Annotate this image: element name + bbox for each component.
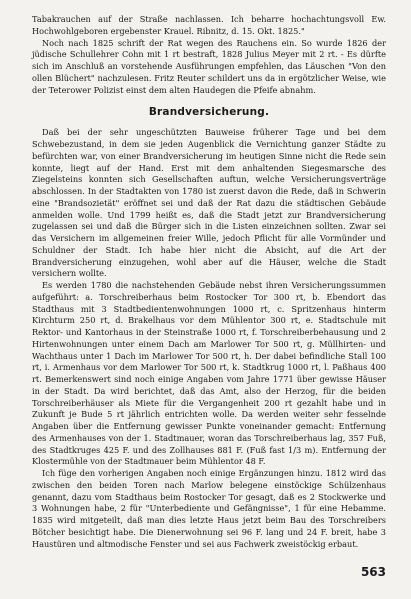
paragraph-additions: Ich füge den vorherigen Angaben noch einige Ergänzungen hinzu. 1812 wird das zwischen den beiden Toren nach Marlow belegene einstöckige Schülzenhaus genannt, dazu vom Stadthaus beim Rostocker Tor gesagt, daß es 2 Stockwerke und 3 Wohnungen habe, 2 für "Unterbediente und Gefängnisse", 1 für eine Hebamme. 1835 wird mitgeteilt, daß man dies letzte Haus jetzt beim Bau des Torschreibers Bötcher besichtigt habe. Die Dienerwohnung sei 96 F. lang und 24 F. breit, habe 3 Haustüren und altmodische Fenster und sei aus Fachwerk zweistöckig erbaut.: [32, 468, 386, 549]
paragraph-building-list: Es werden 1780 die nachstehenden Gebäude nebst ihren Versicherungssummen aufgeführt: a. Torschreiberhaus beim Rostocker Tor 300 rt, b. Ebendort das Stadthaus mit 3 Stadtbedientenwohnungen 1000 rt, c. Spritzenhaus hinterm Kirchturm 250 rt, d. Brakelhaus vor dem Mühlentor 300 rt, e. Stadtschule mit Rektor- und Kantorhaus in der Steinstraße 1000 rt, f. Torschreiberbehausung und 2 Hirtenwohnungen unter einem Dach am Marlower Tor 500 rt, g. Müllhirten- und Wachthaus unter 1 Dach im Marlower Tor 500 rt, h. Der dabei befindliche Stall 100 rt, i. Armenhaus vor dem Marlower Tor 500 rt, k. Stadtkrug 1000 rt, l. Paßhaus 400 rt. Bemerkenswert sind noch einige Angaben vom Jahre 1771 über gewisse Häuser in der Stadt. Da wird berichtet, daß das Amt, also der Herzog, für die beiden Torschreiberhäuser als Miete für die Vergangenheit 200 rt gezahlt habe und in Zukunft je Bude 5 rt jährlich entrichten wolle. Da werden weiter sehr fesselnde Angaben über die Entfernung gewisser Punkte voneinander gemacht: Entfernung des Armenhauses von der 1. Stadtmauer, woran das Torschreiberhaus lag, 357 Fuß, des Stadtkruges 425 F. und des Zollhauses 881 F. (Fuß fast 1/3 m). Entfernung der Klostermühle von der Stadtmauer beim Mühlentor 48 F.: [32, 280, 386, 467]
intro-text-block: [32, 14, 386, 96]
paragraph-smoking-penalties: Noch nach 1825 schrift der Rat wegen des Rauchens ein. So wurde 1826 der jüdische Schullehrer Cohn mit 1 rt bestraft, 1828 Julius Meyer mit 2 rt. - Es dürfte sich im Anschluß an vorstehende Ausführungen empfehlen, das Läuschen "Von den ollen Blüchert" nachzulesen. Fritz Reuter schildert uns da in ergötzlicher Weise, wie der Teterower Polizist einst dem alten Haudegen die Pfeife abnahm.: [32, 37, 386, 95]
paragraph-letter-closing: Tabakrauchen auf der Straße nachlassen. Ich beharre hochachtungsvoll Ew. Hochwohlgeboren ergebenster Krauel. Ribnitz, d. 15. Okt. 1825.": [32, 14, 386, 36]
page-number: 563: [360, 565, 386, 579]
section-heading: Brandversicherung.: [148, 106, 270, 119]
paragraph-fire-insurance-intro: Daß bei der sehr ungeschützten Bauweise früherer Tage und bei dem Schwebezustand, in dem sie jeden Augenblick die Vernichtung ganzer Städte zu befürchten war, von einer Brandversicherung im heutigen Sinne nicht die Rede sein konnte, liegt auf der Hand. Erst mit dem anhaltenden Siegesmarsche des Ziegelsteins konnten sich Gesellschaften auftun, welche Versicherungsverträge abschlossen. In der Stadtakten von 1780 ist zuerst davon die Rede, daß in Schwerin eine "Brandsozietät" eröffnet sei und daß der Rat dazu die städtischen Gebäude anmelden wolle. Und 1799 heißt es, daß die Stadt jetzt zur Brandversicherung zugelassen sei und daß die Bürger sich in die Listen einzeichnen sollten. Zwar sei das Versichern im allgemeinen freier Wille, jedoch Pflicht für alle Vormünder und Schuldner der Stadt. Ich habe hier nicht die Absicht, auf die Art der Brandversicherung einzugehen, wohl aber auf die Häuser, welche die Stadt versichern wollte.: [32, 127, 386, 279]
section-body: [32, 127, 386, 550]
